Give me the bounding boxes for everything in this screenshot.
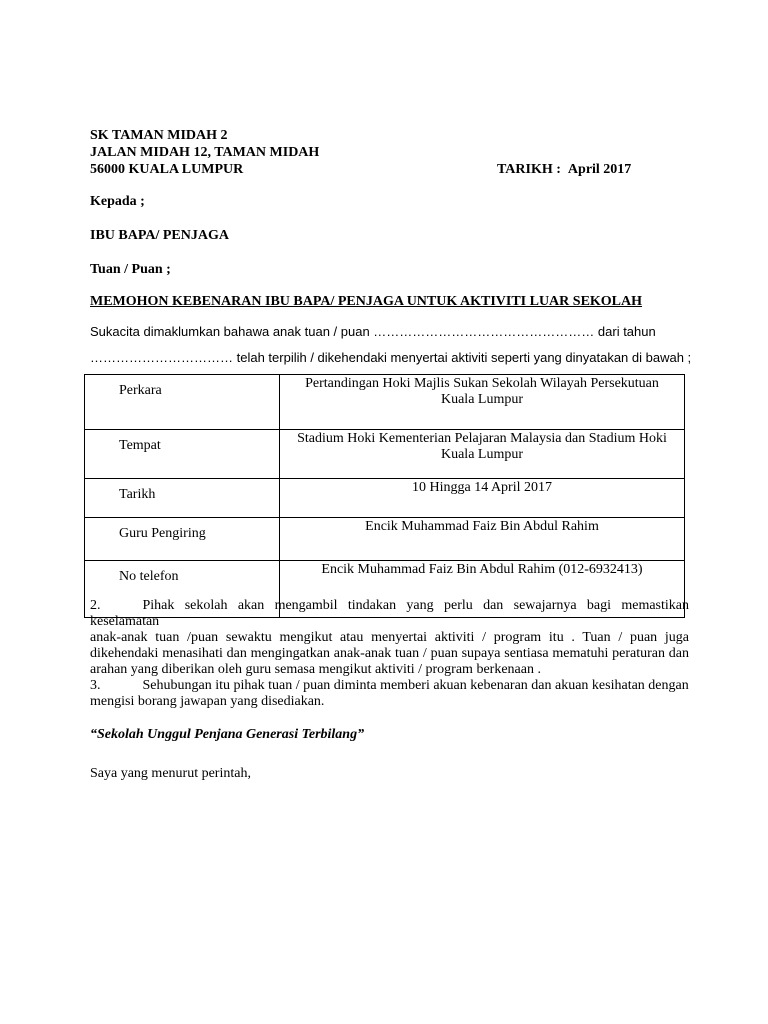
activity-details-table (84, 374, 685, 618)
row-value-tarikh: 10 Hingga 14 April 2017 (280, 479, 685, 518)
paragraph-3-number: 3. (90, 678, 101, 693)
paragraph-text: Sehubungan itu pihak tuan / puan diminta memberi akuan kebenaran dan akuan kesihatan dengan (142, 678, 689, 693)
salutation: Tuan / Puan ; (90, 262, 171, 277)
to-label: Kepada ; (90, 194, 145, 209)
row-value-no-telefon: Encik Muhammad Faiz Bin Abdul Rahim (012-6932413) (280, 561, 685, 618)
row-value-tempat (280, 430, 685, 479)
paragraph-2-line1 (90, 598, 689, 630)
intro-blank-name: …………………………………………… (373, 324, 595, 339)
intro-blank-year: …………………………… (90, 350, 233, 365)
paragraph-2-line4: arahan yang diberikan oleh guru semasa mengikut aktiviti / program berkenaan . (90, 662, 541, 677)
school-motto: “Sekolah Unggul Penjana Generasi Terbilang” (90, 727, 365, 742)
intro-line2 (90, 350, 691, 365)
paragraph-2-line3: dikehendaki menasihati dan mengingatkan anak-anak tuan / puan supaya sentiasa mematuhi peraturan dan (90, 646, 689, 661)
paragraph-3-line2: mengisi borang jawapan yang disediakan. (90, 694, 325, 709)
school-name: SK TAMAN MIDAH 2 (90, 128, 228, 143)
row-label-perkara: Perkara (85, 375, 280, 430)
paragraph-2 (90, 598, 689, 678)
paragraph-text: Pihak sekolah akan mengambil tindakan yang perlu dan sewajarnya bagi memastikan keselamatan (90, 598, 689, 629)
paragraph-3-line1 (90, 678, 689, 694)
row-label-tempat: Tempat (85, 430, 280, 479)
paragraph-2-number: 2. (90, 598, 101, 613)
table-row (85, 518, 685, 561)
row-label-tarikh: Tarikh (85, 479, 280, 518)
date-label: TARIKH : (497, 162, 561, 177)
row-label-no-telefon: No telefon (85, 561, 280, 618)
intro-text-b: dari tahun (594, 324, 656, 339)
table-row (85, 430, 685, 479)
table-row (85, 375, 685, 430)
value-line: Kuala Lumpur (440, 447, 524, 462)
paragraph-3 (90, 678, 689, 710)
letter-subject: MEMOHON KEBENARAN IBU BAPA/ PENJAGA UNTUK AKTIVITI LUAR SEKOLAH (90, 294, 643, 309)
row-value-perkara (280, 375, 685, 430)
paragraph-2-line2: anak-anak tuan /puan sewaktu mengikut atau menyertai aktiviti / program itu . Tuan / puan juga (90, 630, 689, 645)
value-line: Pertandingan Hoki Majlis Sukan Sekolah Wilayah Persekutuan (305, 376, 659, 391)
intro-text-c: telah terpilih / dikehendaki menyertai aktiviti seperti yang dinyatakan di bawah ; (233, 350, 692, 365)
table-row (85, 479, 685, 518)
school-address-line2: 56000 KUALA LUMPUR (90, 162, 244, 177)
date-value: April 2017 (567, 162, 632, 177)
school-address-line1: JALAN MIDAH 12, TAMAN MIDAH (90, 145, 320, 160)
letter-date (497, 162, 631, 178)
row-value-guru-pengiring: Encik Muhammad Faiz Bin Abdul Rahim (280, 518, 685, 561)
intro-line1 (90, 324, 656, 339)
to-name: IBU BAPA/ PENJAGA (90, 228, 229, 243)
row-label-guru-pengiring: Guru Pengiring (85, 518, 280, 561)
value-line: Stadium Hoki Kementerian Pelajaran Malaysia dan Stadium Hoki (297, 431, 667, 446)
intro-text-a: Sukacita dimaklumkan bahawa anak tuan / puan (90, 324, 374, 339)
value-line: Kuala Lumpur (440, 392, 524, 407)
closing-line: Saya yang menurut perintah, (90, 766, 251, 781)
